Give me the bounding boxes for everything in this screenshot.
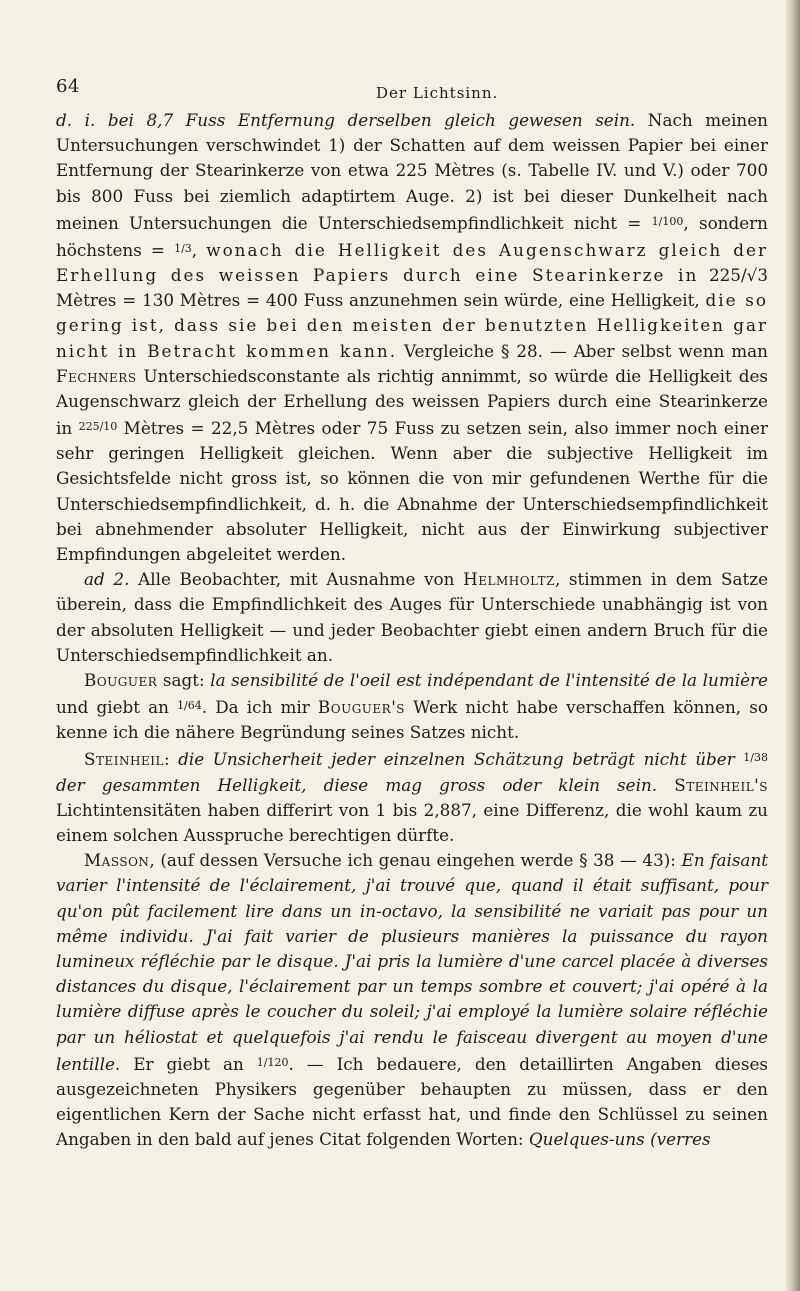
text-segment: sagt: — [157, 670, 211, 690]
text-segment: 1/38 — [743, 751, 768, 765]
text-segment: En faisant varier l'intensité de l'éclairement, j'ai trouvé que, quand il était suffisant, pour qu'on pût facilement lire dans un in-octavo, la sensibilité ne variait pas pour un même individu. J'ai fait varier de plusieurs manières la puissance du rayon lumineux réfléchie par le disque. J'ai pris la lumière d'une carcel placée à diverses distances du disque, l'éclairement par un temps sombre et couvert; j'ai opéré à la lumière diffuse après le coucher du soleil; j'ai employé la lumière solaire réfléchie par un héliostat et quelquefois j'ai rendu le faisceau divergent au moyen d'une lentille. — [56, 850, 768, 1074]
paragraph-1 — [56, 108, 768, 567]
text-segment: la sensibilité de l'oeil est indépendant de l'intensité de la lumière — [210, 670, 768, 690]
text-segment: der gesammten Helligkeit, diese mag gross oder klein sein. — [56, 774, 658, 795]
page-edge-shadow — [786, 0, 800, 1291]
running-head: Der Lichtsinn. — [376, 84, 499, 102]
text-segment: Bouguer — [84, 670, 158, 690]
text-segment: Lichtintensitäten haben differirt von 1 bis 2,887, eine Differenz, die wohl kaum zu einem solchen Ausspruche berechtigen dürfte. — [56, 799, 768, 845]
text-segment: Helmholtz — [463, 569, 555, 590]
text-segment: 1/64 — [177, 699, 202, 713]
text-segment: Masson — [84, 850, 150, 871]
text-segment: wonach die Helligkeit des Augenschwarz gleich der Erhellung des weissen Papiers durch eine Stearinkerze in — [56, 239, 768, 285]
text-segment: 1/3 — [174, 241, 192, 255]
text-segment: , stimmen in dem Satze überein, dass die Empfindlichkeit des Auges für Unterschiede unabhängig ist von der absoluten Helligkeit — und jeder Beobachter giebt einen andern Bruch für die Unterschiedsempfindlichkeit an. — [56, 569, 768, 665]
text-segment: Alle Beobachter, mit Ausnahme von — [129, 569, 464, 590]
text-segment: Fechners — [56, 365, 137, 386]
text-segment: ad 2. — [84, 569, 130, 590]
page-header — [56, 76, 768, 106]
page-number: 64 — [56, 76, 80, 97]
text-segment: 1/120 — [256, 1055, 289, 1069]
text-segment: die Unsicherheit jeder einzelnen Schätzung beträgt nicht über — [178, 749, 744, 770]
text-segment: Steinheil — [84, 749, 164, 770]
text-segment: Unterschiedsconstante als richtig annimmt, so würde die Helligkeit des Augenschwarz gleich der Erhellung des weissen Papiers durch eine Stearinkerze in — [56, 365, 768, 438]
text-segment: Werk nicht habe verschaffen können, so kenne ich die nähere Begründung seines Satzes nicht. — [56, 697, 768, 743]
text-segment: : — [163, 749, 179, 770]
text-segment: Quelques-uns (verres — [528, 1129, 711, 1150]
text-segment: , — [191, 239, 207, 260]
paragraph-5 — [56, 848, 768, 1152]
text-segment: . — Ich bedauere, den detaillirten Angaben dieses ausgezeichneten Physikers gegenüber behaupten zu müssen, dass er den eigentlichen Kern der Sache nicht erfasst hat, und finde den Schlüssel zu seinen Angaben in den bald auf jenes Citat folgenden Worten: — [56, 1053, 769, 1150]
text-segment: d. i. bei 8,7 Fuss Entfernung derselben gleich gewesen sein. — [56, 110, 636, 130]
text-segment: Mètres = 22,5 Mètres oder 75 Fuss zu setzen sein, also immer noch einer sehr geringen Helligkeit gleichen. Wenn aber die subjective Helligkeit im Gesichtsfelde nicht gross ist, so können die von mir gefundenen Werthe für die Unterschiedsempfindlichkeit, d. h. die Abnahme der Unterschiedsempfindlichkeit bei abnehmender absoluter Helligkeit, nicht aus der Einwirkung subjectiver Empfindungen abgeleitet werden. — [56, 417, 768, 564]
text-segment: Er giebt an — [120, 1053, 257, 1074]
paragraph-3 — [56, 668, 768, 745]
body-text — [56, 108, 768, 1152]
text-segment: und giebt an — [56, 697, 178, 718]
text-segment: Nach meinen Untersuchungen verschwindet 1) der Schatten auf dem weissen Papier bei einer Entfernung der Stearinkerze von etwa 225 Mètres (s. Tabelle IV. und V.) oder 700 bis 800 Fuss bei ziemlich adaptirtem Auge. 2) ist bei dieser Dunkelheit nach meinen Untersuchungen die Unterschiedsempfindlichkeit nicht = — [56, 110, 768, 233]
text-segment: 225/√3 Mètres = 130 Mètres = 400 Fuss anzunehmen sein würde, eine Helligkeit, — [56, 264, 769, 311]
text-segment: Steinheil's — [674, 774, 769, 795]
text-segment: , sondern höchstens = — [56, 212, 768, 260]
text-segment: die so gering ist, dass sie bei den meisten der benutzten Helligkeiten gar nicht in Betracht kommen kann. — [56, 290, 768, 361]
paragraph-4 — [56, 745, 768, 848]
text-segment: . Da ich mir — [201, 697, 318, 718]
text-segment: Bouguer's — [317, 697, 406, 718]
text-segment: Vergleiche § 28. — Aber selbst wenn man — [397, 340, 768, 361]
text-segment: 1/100 — [651, 214, 684, 228]
paragraph-2 — [56, 567, 768, 668]
text-segment: , (auf dessen Versuche ich genau eingehen werde § 38 — 43): — [149, 850, 682, 871]
text-segment: 225/10 — [78, 420, 118, 434]
text-segment — [657, 775, 674, 795]
